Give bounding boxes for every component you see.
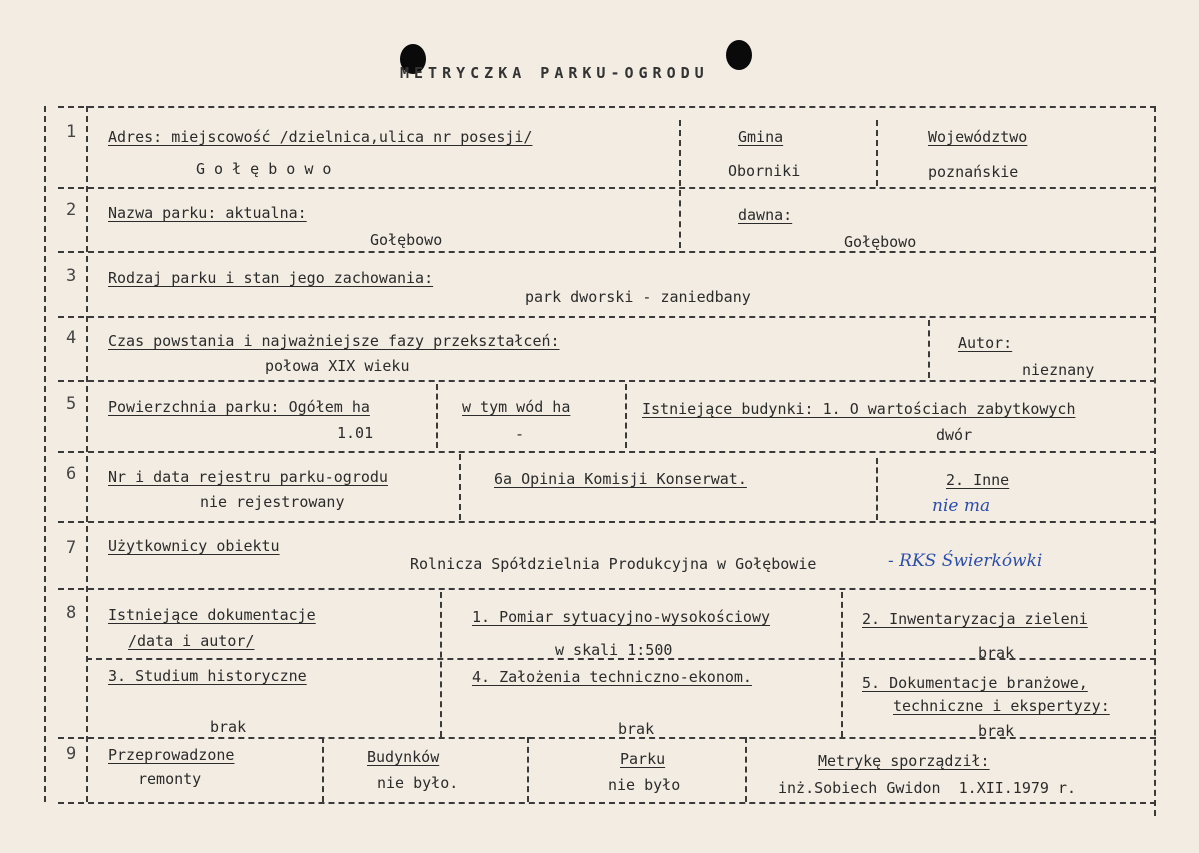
repairs-value: remonty [138,770,202,788]
gmina-label: Gmina [738,128,784,146]
user-handwritten-note: - RKS Świerkówki [888,551,1043,571]
row-number-2: 2 [66,200,77,220]
row-divider-2 [58,251,1156,253]
author-value: nieznany [1022,361,1095,379]
greenery-inventory-value: brak [978,644,1015,662]
voivodeship-label: Województwo [928,128,1028,146]
r8-divider-b [841,592,843,737]
documentation-sublabel: /data i autor/ [128,632,255,650]
r9-divider-b [527,737,529,802]
row-number-9: 9 [66,744,77,764]
r6-divider-b [876,458,878,520]
greenery-inventory-label: 2. Inwentaryzacja zieleni [862,610,1088,628]
former-name-value: Gołębowo [844,233,917,251]
address-label: Adres: miejscowość /dzielnica,ulica nr posesji/ [108,128,533,146]
r5-divider-a [436,384,438,448]
r5-divider-b [625,384,627,448]
repairs-label: Przeprowadzone [108,746,235,764]
water-label: w tym wód ha [462,398,571,416]
prepared-by-label: Metrykę sporządził: [818,752,990,770]
opinion-label: 6a Opinia Komisji Konserwat. [494,470,747,488]
buildings-label: Istniejące budynki: 1. O wartościach zabytkowych [642,400,1076,418]
technical-assumptions-value: brak [618,720,655,738]
row-number-6: 6 [66,464,77,484]
documentation-label: Istniejące dokumentacje [108,606,316,624]
table-border-left [44,106,46,802]
row-number-4: 4 [66,328,77,348]
table-border-top [58,106,1156,108]
buildings-repairs-value: nie było. [377,774,459,792]
row-number-5: 5 [66,394,77,414]
row-number-1: 1 [66,122,77,142]
park-type-value: park dworski - zaniedbany [525,288,751,306]
prepared-by-value: inż.Sobiech Gwidon 1.XII.1979 r. [778,779,1077,797]
r6-divider-a [459,454,461,520]
r8-divider-a [440,592,442,737]
former-name-label: dawna: [738,206,793,224]
row-divider-3 [58,316,1156,318]
branch-docs-label: 5. Dokumentacje branżowe, [862,674,1088,692]
branch-docs-value: brak [978,722,1015,740]
r9-divider-a [322,737,324,802]
card-title: METRYCZKA PARKU-OGRODU [400,64,709,82]
buildings-repairs-label: Budynków [367,748,440,766]
creation-time-value: połowa XIX wieku [265,357,410,375]
area-label: Powierzchnia parku: Ogółem ha [108,398,370,416]
register-label: Nr i data rejestru parku-ogrodu [108,468,388,486]
survey-value: w skali 1:500 [555,641,673,659]
punch-hole-right [726,40,752,70]
r1-divider-b [876,120,878,186]
register-value: nie rejestrowany [200,493,345,511]
historical-study-label: 3. Studium historyczne [108,667,307,685]
row-divider-1 [58,187,1156,189]
park-repairs-value: nie było [608,776,681,794]
survey-label: 1. Pomiar sytuacyjno-wysokościowy [472,608,771,626]
author-label: Autor: [958,334,1013,352]
branch-docs-sublabel: techniczne i ekspertyzy: [893,697,1110,715]
park-repairs-label: Parku [620,750,666,768]
number-column-divider [86,106,88,802]
row-number-7: 7 [66,538,77,558]
user-label: Użytkownicy obiektu [108,537,280,555]
address-value: G o ł ę b o w o [196,160,332,178]
row-number-8: 8 [66,603,77,623]
row-divider-5 [58,451,1156,453]
buildings-value: dwór [936,426,973,444]
table-border-right [1154,106,1156,816]
row-divider-7 [58,588,1156,590]
other-label: 2. Inne [946,471,1010,489]
r9-divider-c [745,737,747,802]
creation-time-label: Czas powstania i najważniejsze fazy przekształceń: [108,332,560,350]
gmina-value: Oborniki [728,162,801,180]
historical-study-value: brak [210,718,247,736]
user-value: Rolnicza Spółdzielnia Produkcyjna w Gołębowie [410,555,817,573]
park-name-value: Gołębowo [370,231,443,249]
row-number-3: 3 [66,266,77,286]
water-value: - [515,425,525,443]
park-type-label: Rodzaj parku i stan jego zachowania: [108,269,434,287]
other-value-handwritten: nie ma [932,496,991,516]
park-name-label: Nazwa parku: aktualna: [108,204,307,222]
row-divider-6 [58,521,1156,523]
r1-divider-a [679,120,681,186]
voivodeship-value: poznańskie [928,163,1019,181]
technical-assumptions-label: 4. Założenia techniczno-ekonom. [472,668,752,686]
area-value: 1.01 [337,424,374,442]
r4-divider [928,320,930,378]
row-divider-4 [58,380,1156,382]
r2-divider [679,190,681,248]
table-border-bottom [58,802,1156,804]
